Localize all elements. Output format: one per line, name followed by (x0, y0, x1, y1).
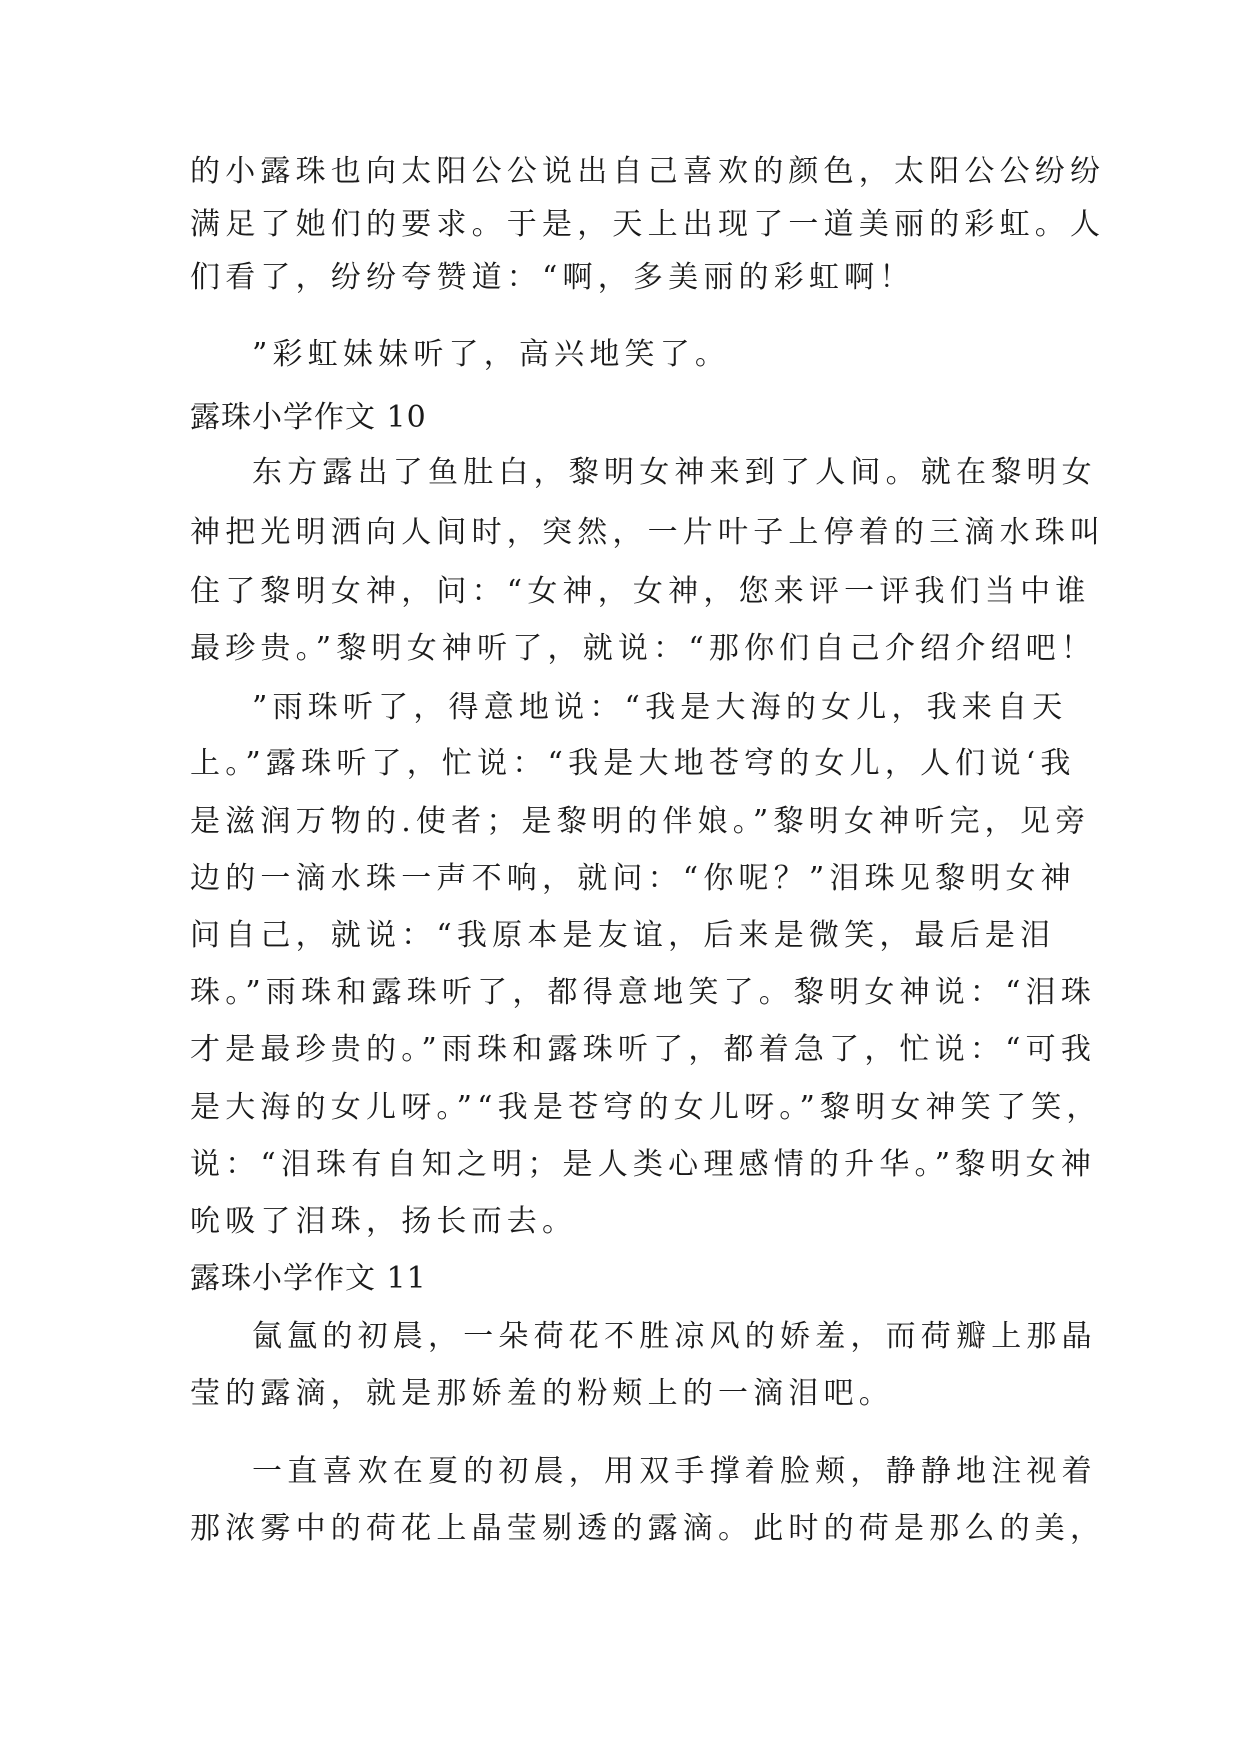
paragraph-line: 一直喜欢在夏的初晨，用双手撑着脸颊，静静地注视着 (252, 1454, 1097, 1489)
paragraph-line: 上。”露珠听了，忙说：“我是大地苍穹的女儿，人们说‘我 (190, 746, 1076, 781)
paragraph-line: 才是最珍贵的。”雨珠和露珠听了，都着急了，忙说：“可我 (190, 1032, 1097, 1067)
paragraph-line: 最珍贵。”黎明女神听了，就说：“那你们自己介绍介绍吧！ (190, 631, 1097, 666)
paragraph-line: 氤氲的初晨，一朵荷花不胜凉风的娇羞，而荷瓣上那晶 (252, 1319, 1097, 1354)
paragraph-line: 住了黎明女神，问：“女神，女神，您来评一评我们当中谁 (190, 574, 1091, 609)
section-heading: 露珠小学作文 11 (190, 1261, 427, 1296)
paragraph-line: 神把光明洒向人间时，突然，一片叶子上停着的三滴水珠叫 (190, 515, 1106, 550)
paragraph-line: ”雨珠听了，得意地说：“我是大海的女儿，我来自天 (252, 690, 1068, 725)
paragraph-line: 吮吸了泪珠，扬长而去。 (190, 1204, 578, 1239)
paragraph-line: 的小露珠也向太阳公公说出自己喜欢的颜色，太阳公公纷纷 (190, 154, 1106, 189)
paragraph-line: 莹的露滴，就是那娇羞的粉颊上的一滴泪吧。 (190, 1376, 894, 1411)
paragraph-line: ”彩虹妹妹听了，高兴地笑了。 (252, 337, 731, 372)
paragraph-line: 东方露出了鱼肚白，黎明女神来到了人间。就在黎明女 (252, 455, 1097, 490)
paragraph-line: 是滋润万物的.使者；是黎明的伴娘。”黎明女神听完，见旁 (190, 804, 1091, 839)
paragraph-line: 是大海的女儿呀。”“我是苍穹的女儿呀。”黎明女神笑了笑， (190, 1090, 1102, 1125)
paragraph-line: 珠。”雨珠和露珠听了，都得意地笑了。黎明女神说：“泪珠 (190, 975, 1097, 1010)
paragraph-line: 边的一滴水珠一声不响，就问：“你呢？”泪珠见黎明女神 (190, 861, 1076, 896)
paragraph-line: 说：“泪珠有自知之明；是人类心理感情的升华。”黎明女神 (190, 1147, 1097, 1182)
paragraph-line: 那浓雾中的荷花上晶莹剔透的露滴。此时的荷是那么的美， (190, 1511, 1106, 1546)
paragraph-line: 问自己，就说：“我原本是友谊，后来是微笑，最后是泪 (190, 918, 1056, 953)
paragraph-line: 满足了她们的要求。于是，天上出现了一道美丽的彩虹。人 (190, 207, 1106, 242)
paragraph-line: 们看了，纷纷夸赞道：“啊，多美丽的彩虹啊！ (190, 260, 915, 295)
section-heading: 露珠小学作文 10 (190, 400, 427, 435)
